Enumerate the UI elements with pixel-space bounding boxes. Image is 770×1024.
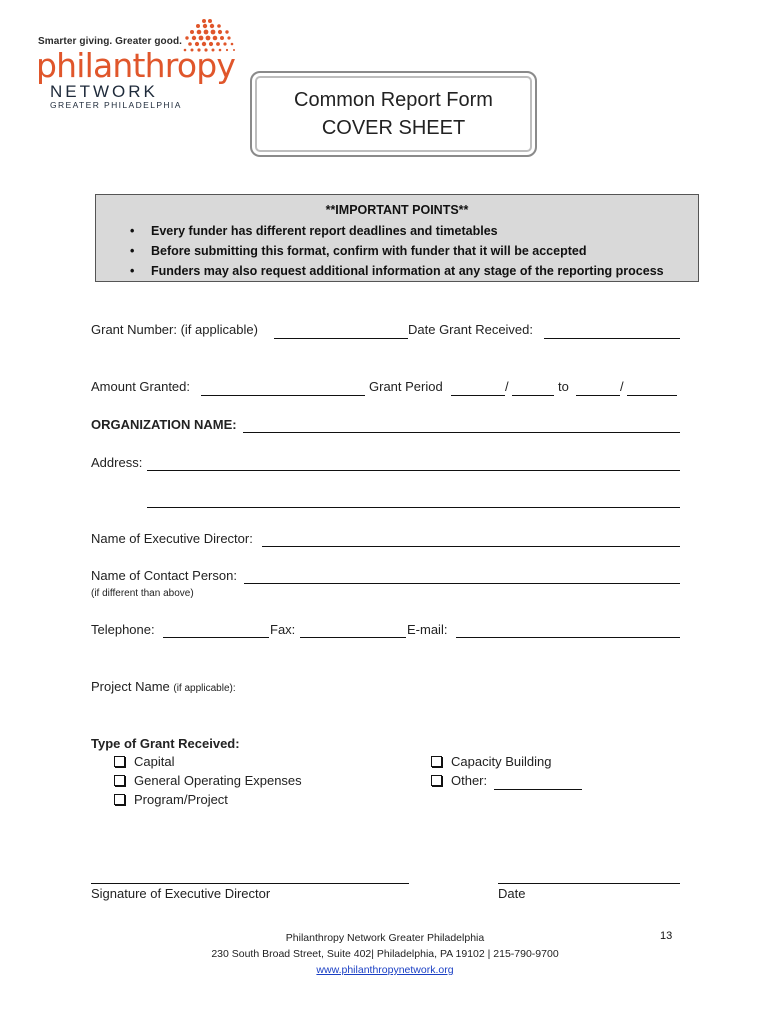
footer-org: Philanthropy Network Greater Philadelphia [285, 932, 485, 944]
signature-label: Signature of Executive Director [91, 886, 271, 901]
period-end-month-field[interactable] [576, 395, 620, 396]
title-box [250, 71, 537, 157]
signature-field[interactable] [91, 883, 409, 884]
checkbox-label: General Operating Expenses [134, 773, 302, 788]
period-to-label: to [558, 379, 569, 394]
logo-wordmark: philanthropy [36, 46, 236, 85]
important-heading: **IMPORTANT POINTS** [325, 203, 469, 217]
checkbox-label: Capital [134, 754, 175, 769]
project-name-note: (if applicable): [173, 683, 236, 694]
period-slash: / [620, 379, 624, 394]
capital-checkbox[interactable] [114, 754, 174, 769]
date-field[interactable] [498, 883, 680, 884]
checkbox-icon [431, 756, 442, 767]
exec-director-label: Name of Executive Director: [91, 531, 253, 546]
exec-director-field[interactable] [262, 546, 680, 547]
date-label: Date [498, 886, 526, 901]
logo-tagline: Smarter giving. Greater good. [38, 36, 183, 47]
list-item: • Every funder has different report deadlines and timetables [130, 221, 664, 241]
capacity-building-checkbox[interactable] [431, 754, 551, 769]
general-operating-checkbox[interactable] [114, 773, 302, 788]
checkbox-icon [431, 775, 442, 786]
logo-network: NETWORK [50, 82, 158, 101]
address-label: Address: [91, 455, 143, 470]
page-subtitle: COVER SHEET [321, 117, 466, 139]
org-name-field[interactable] [243, 432, 680, 433]
period-start-year-field[interactable] [512, 395, 554, 396]
telephone-field[interactable] [163, 637, 269, 638]
list-item: • Before submitting this format, confirm with funder that it will be accepted [130, 241, 664, 261]
email-label: E-mail: [407, 622, 448, 637]
checkbox-label: Program/Project [134, 792, 228, 807]
list-item: • Funders may also request additional information at any stage of the reporting process [130, 261, 664, 281]
date-received-field[interactable] [544, 338, 680, 339]
checkbox-label: Other: [451, 773, 488, 788]
contact-person-label: Name of Contact Person: [91, 568, 237, 583]
amount-granted-label: Amount Granted: [91, 379, 190, 394]
project-name-text: Project Name [91, 679, 170, 694]
period-end-year-field[interactable] [627, 395, 677, 396]
checkbox-icon [114, 775, 125, 786]
date-received-label: Date Grant Received: [408, 322, 534, 337]
checkbox-icon [114, 756, 125, 767]
address-line-2-field[interactable] [147, 507, 680, 508]
email-field[interactable] [456, 637, 680, 638]
important-list [130, 221, 664, 281]
telephone-label: Telephone: [91, 622, 155, 637]
page-number: 13 [660, 930, 673, 942]
grant-period-label: Grant Period [369, 379, 443, 394]
grant-number-field[interactable] [274, 338, 408, 339]
contact-note: (if different than above) [91, 588, 194, 599]
fax-field[interactable] [300, 637, 406, 638]
checkbox-icon [114, 794, 125, 805]
important-points-box [95, 194, 699, 282]
amount-granted-field[interactable] [201, 395, 365, 396]
footer-address: 230 South Broad Street, Suite 402| Philadelphia, PA 19102 | 215-790-9700 [211, 948, 559, 960]
grant-number-label: Grant Number: (if applicable) [91, 322, 258, 337]
page-title: Common Report Form [294, 89, 493, 111]
other-field[interactable] [494, 789, 582, 790]
grant-type-heading: Type of Grant Received: [91, 736, 240, 751]
fax-label: Fax: [270, 622, 296, 637]
period-start-month-field[interactable] [451, 395, 505, 396]
checkbox-label: Capacity Building [451, 754, 552, 769]
program-project-checkbox[interactable] [114, 792, 228, 807]
footer-website-link[interactable]: www.philanthropynetwork.org [316, 964, 454, 976]
footer-link-row [0, 964, 770, 976]
logo-city: GREATER PHILADELPHIA [50, 100, 182, 110]
contact-person-field[interactable] [244, 583, 680, 584]
project-name-label [91, 679, 236, 694]
period-slash: / [505, 379, 509, 394]
address-line-1-field[interactable] [147, 470, 680, 471]
other-checkbox[interactable] [431, 773, 487, 788]
org-name-label: ORGANIZATION NAME: [91, 417, 237, 432]
